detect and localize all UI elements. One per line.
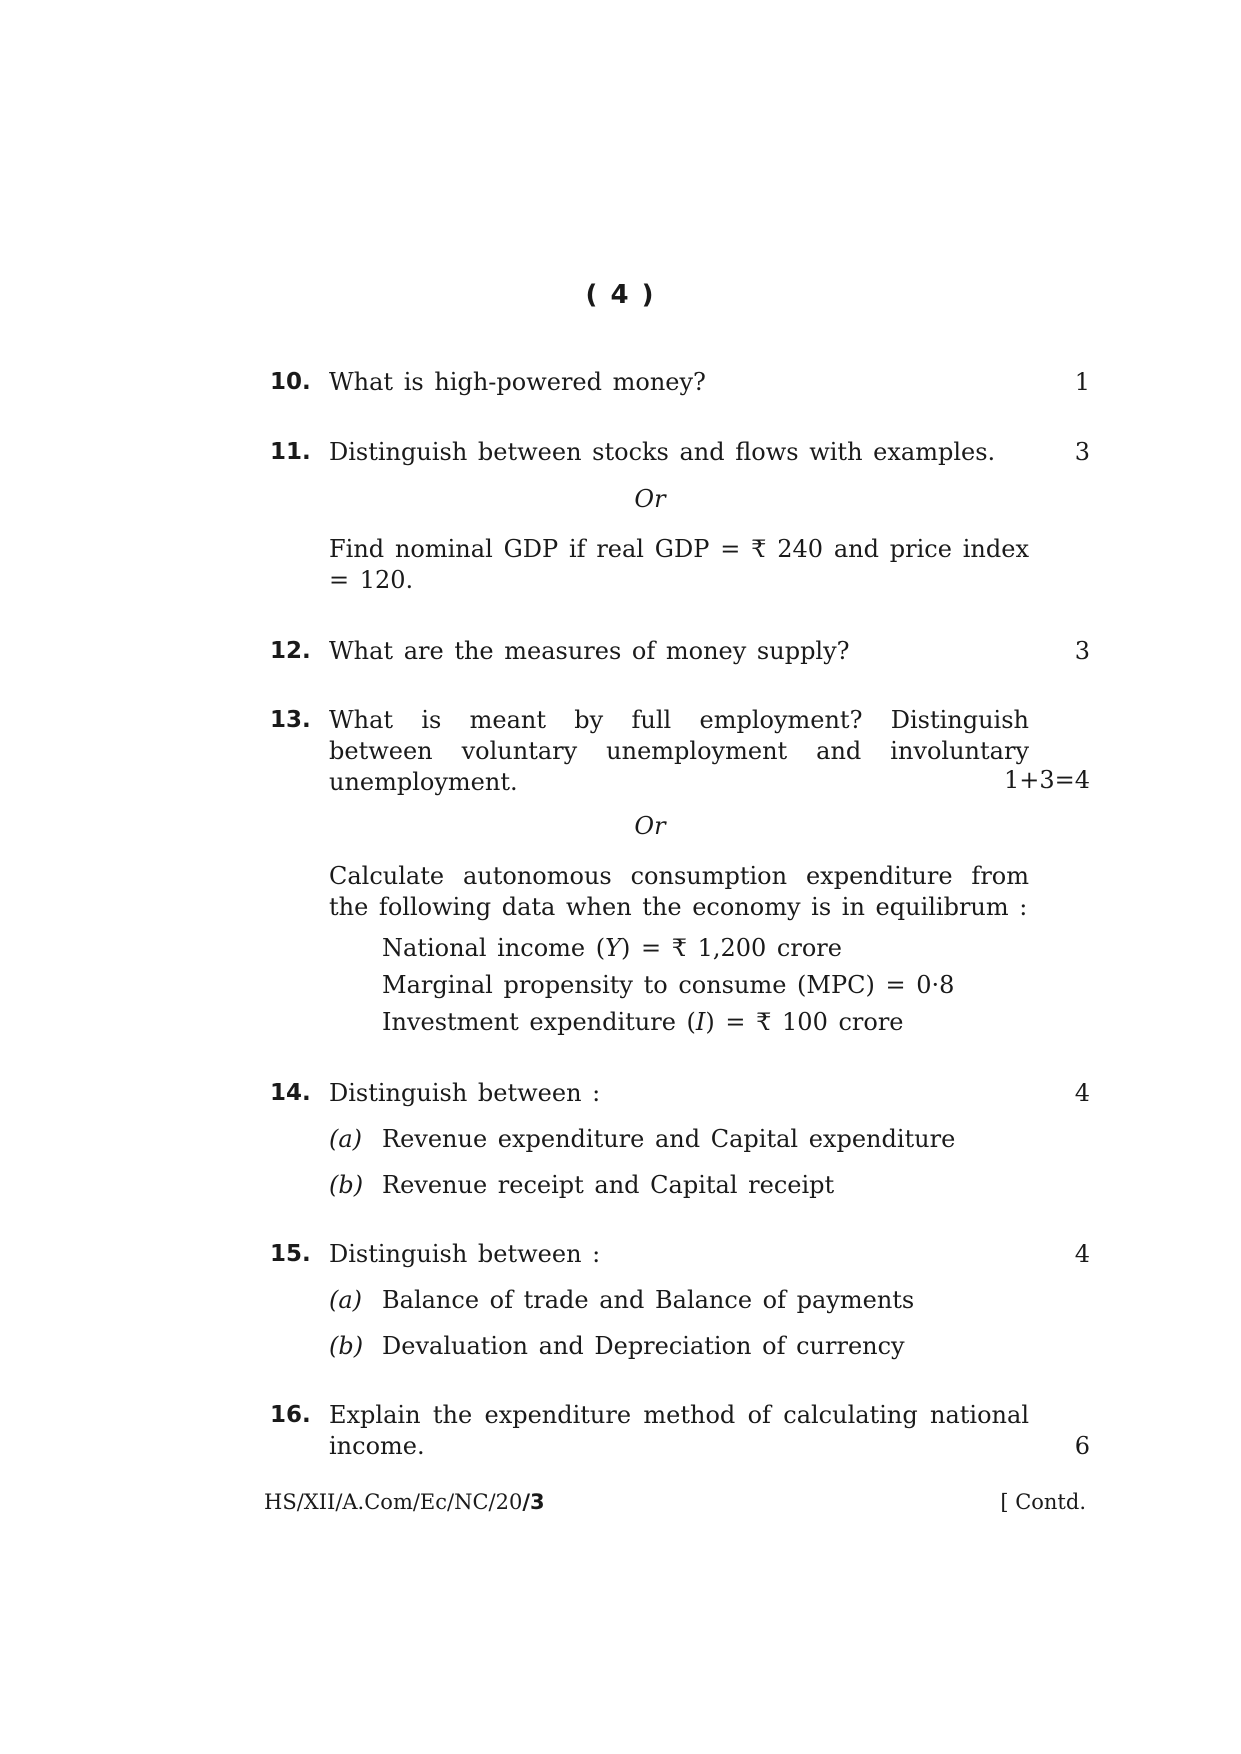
or-separator: Or (634, 485, 666, 513)
question-marks: 3 (1074, 637, 1090, 665)
question-marks: 3 (1074, 438, 1090, 466)
data-line-investment: Investment expenditure (I) = ₹ 100 crore (382, 1008, 904, 1036)
question-marks: 4 (1074, 1240, 1090, 1268)
question-marks: 1+3=4 (1003, 766, 1090, 794)
data-line-mpc: Marginal propensity to consume (MPC) = 0·8 (382, 971, 955, 999)
question-number: 14. (270, 1080, 311, 1106)
question-text: Distinguish between : (329, 1079, 601, 1107)
question-number: 11. (270, 439, 311, 465)
question-text: What is meant by full employment? Distinguish between voluntary unemployment and involuntary unemployment. (329, 706, 1029, 796)
question-number: 16. (270, 1402, 311, 1428)
question-text: What is high-powered money? (329, 368, 706, 396)
data-line-national-income: National income (Y) = ₹ 1,200 crore (382, 934, 842, 962)
question-marks: 4 (1074, 1079, 1090, 1107)
page-number: ( 4 ) (585, 280, 656, 310)
paper-code: HS/XII/A.Com/Ec/NC/20/3 (264, 1490, 545, 1514)
question-number: 10. (270, 369, 311, 395)
question-marks: 6 (1074, 1432, 1090, 1460)
question-marks: 1 (1074, 368, 1090, 396)
continued-label: [ Contd. (1000, 1490, 1086, 1514)
question-text: Distinguish between : (329, 1240, 601, 1268)
question-text: Distinguish between stocks and flows with examples. (329, 438, 996, 466)
question-text: Explain the expenditure method of calculating national income. (329, 1401, 1029, 1460)
alternative-question-text: Calculate autonomous consumption expenditure from the following data when the economy is in equilibrum : (329, 862, 1029, 921)
question-number: 13. (270, 707, 311, 733)
exam-page: ( 4 ) 10. What is high-powered money? 1 11. Distinguish between stocks and flows with examples. 3 Or Find nominal GDP if real GDP = ₹ 240 and price index = 120. 12. What are the measures of money supply? 3 13. What is meant by full employment? Distinguish between voluntary unemployment and involuntary unemployment. 1+3=4 Or Calculate autonomous consumption expenditure from the following data when the economy is in equilibrum : National income (Y) = ₹ 1,200 crore Marginal propensity to consume (MPC) = 0·8 Investment expenditure (I) = ₹ 100 crore 14. Distinguish between : 4 (a) Revenue expenditure and Capital expenditure (b) Revenue receipt and Capital receipt 15. Distinguish between : 4 (a) Balance of trade and Balance of payments (b) Devaluation and Depreciation of currency 16. Explain the expenditure method of calculating national income. 6 HS/XII/A.Com/Ec/NC/20/3 [ Contd. (0, 0, 1241, 1754)
question-number: 12. (270, 638, 311, 664)
question-number: 15. (270, 1241, 311, 1267)
alternative-question-text: Find nominal GDP if real GDP = ₹ 240 and price index = 120. (329, 535, 1029, 594)
or-separator: Or (634, 812, 666, 840)
question-text: What are the measures of money supply? (329, 637, 850, 665)
